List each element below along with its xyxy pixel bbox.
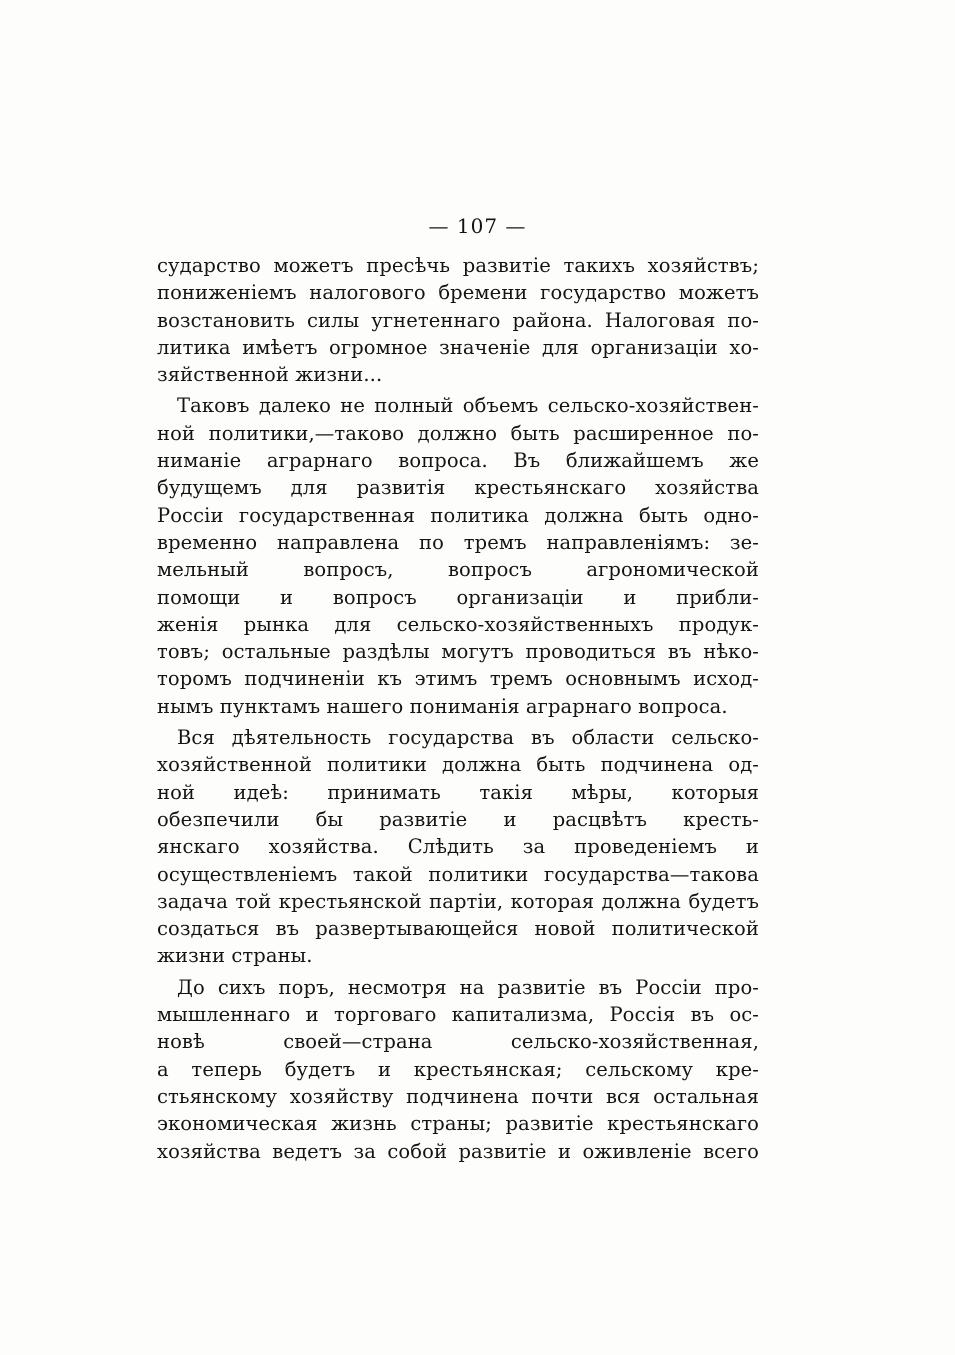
text-line: а теперь будетъ и крестьянская; сельскому кре- bbox=[157, 1057, 759, 1081]
text-line: зяйственной жизни... bbox=[157, 363, 383, 387]
text-line: хозяйства ведетъ за собой развитіе и оживленіе всего bbox=[157, 1139, 759, 1163]
text-line: временно направлена по тремъ направленіямъ: зе- bbox=[157, 530, 759, 554]
text-line: помощи и вопросъ организаціи и прибли- bbox=[157, 585, 759, 609]
text-line: нымъ пунктамъ нашего пониманія аграрнаго вопроса. bbox=[157, 694, 728, 718]
paragraph bbox=[157, 724, 759, 970]
text-line: янскаго хозяйства. Слѣдить за проведеніемъ и bbox=[157, 835, 759, 859]
text-line: жизни страны. bbox=[157, 944, 313, 968]
text-line: сударство можетъ пресѣчь развитіе такихъ хозяйствъ; bbox=[157, 254, 759, 277]
text-line: Таковъ далеко не полный объемъ сельско-хозяйствен- bbox=[177, 394, 759, 418]
text-line: пониженіемъ налогового бремени государство можетъ bbox=[157, 281, 759, 305]
text-line: До сихъ поръ, несмотря на развитіе въ Россіи про- bbox=[177, 975, 759, 999]
text-line: Вся дѣятельность государства въ области сельско- bbox=[177, 726, 759, 750]
text-line: хозяйственной политики должна быть подчинена од- bbox=[157, 753, 759, 777]
paragraph bbox=[157, 392, 759, 720]
text-line: литика имѣетъ огромное значеніе для организаціи хо- bbox=[157, 335, 759, 359]
text-line: возстановить силы угнетеннаго района. Налоговая по- bbox=[157, 308, 759, 332]
body-text bbox=[157, 252, 759, 1165]
paragraph bbox=[157, 974, 759, 1165]
text-line: экономическая жизнь страны; развитіе крестьянскаго bbox=[157, 1112, 759, 1136]
text-line: осуществленіемъ такой политики государства—такова bbox=[157, 862, 759, 886]
text-line: ной идеѣ: принимать такія мѣры, которыя bbox=[157, 780, 759, 804]
page-number: — 107 — bbox=[428, 214, 527, 238]
text-line: новѣ своей—страна сельско-хозяйственная, bbox=[157, 1030, 759, 1054]
text-line: товъ; остальные раздѣлы могутъ проводиться въ нѣко- bbox=[157, 640, 759, 664]
text-line: торомъ подчиненіи къ этимъ тремъ основнымъ исход- bbox=[157, 667, 759, 691]
text-line: создаться въ развертывающейся новой политической bbox=[157, 917, 759, 941]
text-line: мельный вопросъ, вопросъ агрономической bbox=[157, 558, 759, 582]
text-line: обезпечили бы развитіе и расцвѣтъ кресть- bbox=[157, 807, 759, 831]
text-line: ной политики,—таково должно быть расширенное по- bbox=[157, 421, 759, 445]
text-line: будущемъ для развитія крестьянскаго хозяйства bbox=[157, 476, 759, 500]
text-line: ниманіе аграрнаго вопроса. Въ ближайшемъ же bbox=[157, 449, 759, 473]
text-line: Россіи государственная политика должна быть одно- bbox=[157, 503, 759, 527]
text-line: задача той крестьянской партіи, которая должна будетъ bbox=[157, 889, 759, 913]
text-line: женія рынка для сельско-хозяйственныхъ продук- bbox=[157, 612, 759, 636]
paragraph bbox=[157, 252, 759, 388]
text-line: стьянскому хозяйству подчинена почти вся остальная bbox=[157, 1084, 759, 1108]
text-line: мышленнаго и торговаго капитализма, Россія въ ос- bbox=[157, 1003, 759, 1027]
